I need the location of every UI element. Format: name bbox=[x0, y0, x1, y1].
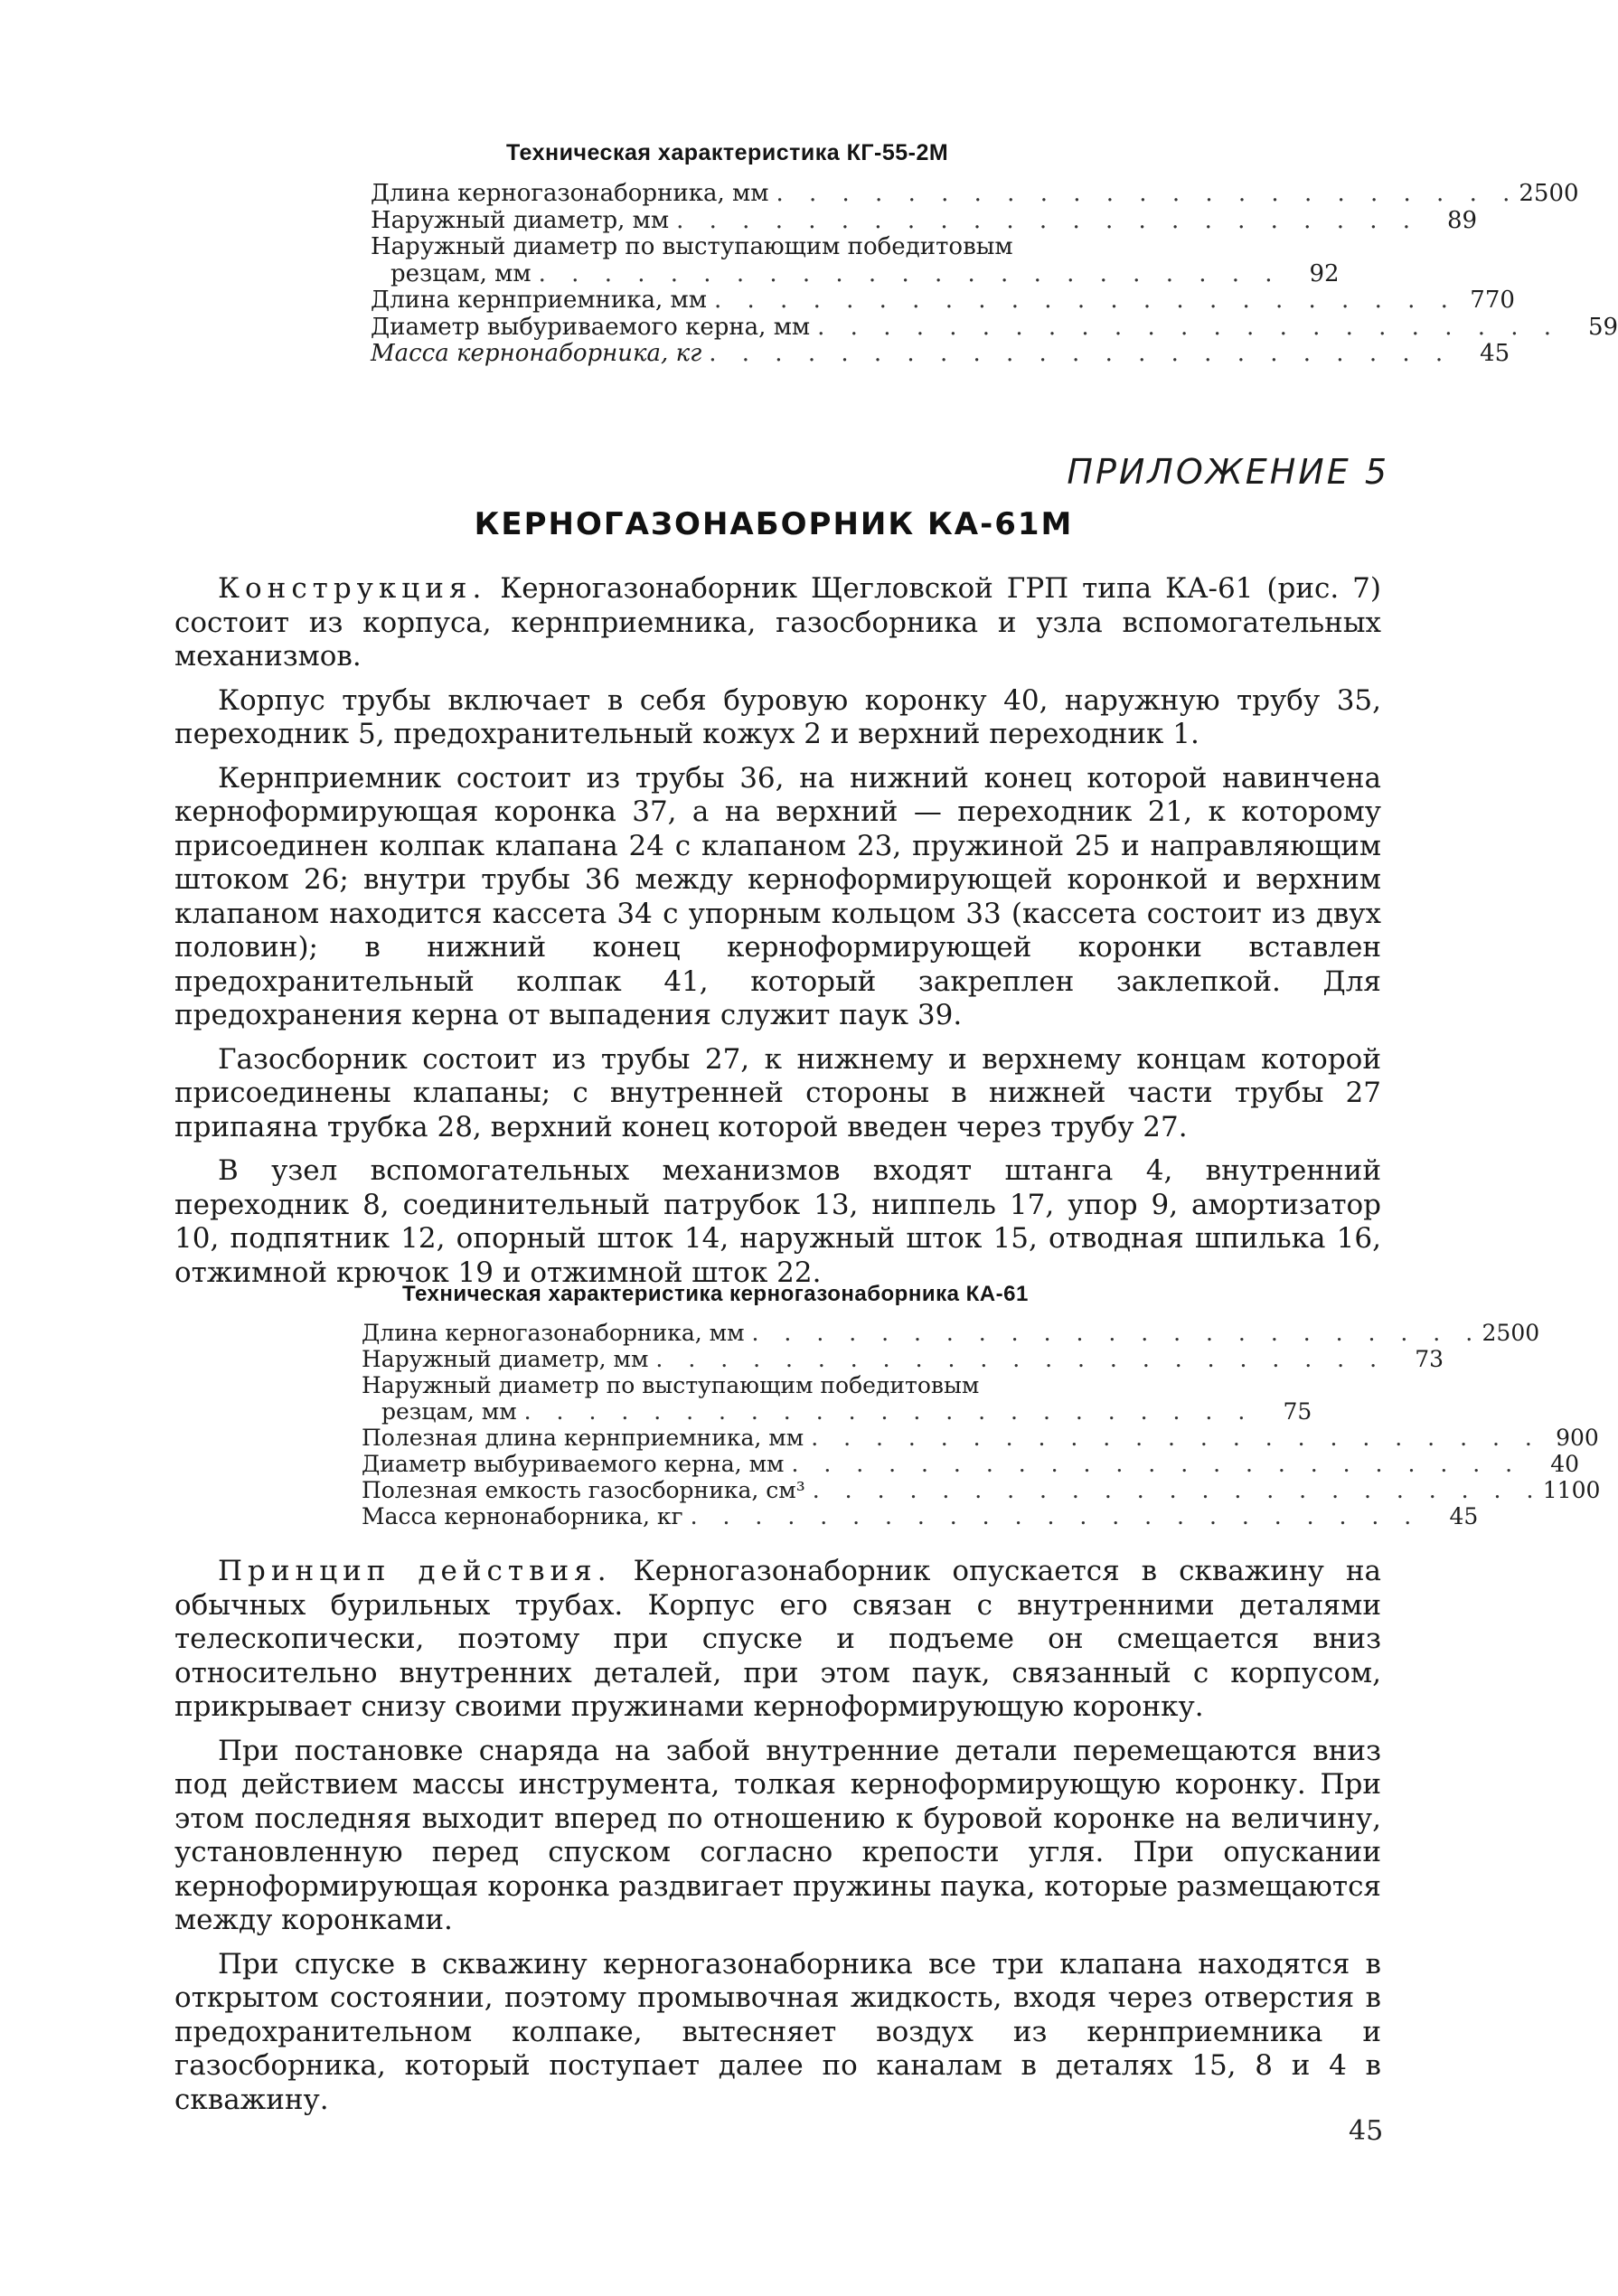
spec-value: 73 bbox=[1415, 1346, 1444, 1372]
appendix-label: ПРИЛОЖЕНИЕ 5 bbox=[1067, 452, 1389, 492]
spec-label: Длина кернприемника, мм bbox=[371, 287, 707, 314]
spec-row bbox=[371, 234, 1193, 261]
spec-value: 1100 bbox=[1542, 1477, 1601, 1503]
spec-row: Полезная длина кернприемника, мм . . . . . . . . . . . . . . . . . . . . . . . 900 bbox=[362, 1425, 1599, 1451]
spec-table-2-title: Техническая характеристика керногазонаборника КА-61 bbox=[402, 1282, 1029, 1306]
paragraph-lead: Конструкция. bbox=[218, 572, 487, 605]
spec-row: Длина керногазонаборника, мм . . . . . . . . . . . . . . . . . . . . . . . 2500 bbox=[371, 180, 1579, 207]
spec-label: резцам, мм bbox=[390, 259, 531, 287]
spec-label: Длина керногазонаборника, мм bbox=[362, 1320, 745, 1346]
paragraph: Конструкция. Керногазонаборник Щегловской ГРП типа КА-61 (рис. 7) состоит из корпуса, кернприемника, газосборника и узла вспомогательных механизмов. bbox=[174, 572, 1381, 673]
spec-label: Диаметр выбуриваемого керна, мм bbox=[362, 1451, 785, 1477]
spec-value: 45 bbox=[1480, 340, 1510, 367]
spec-table-2 bbox=[362, 1320, 1601, 1529]
paragraph: Газосборник состоит из трубы 27, к нижнему и верхнему концам которой присоединены клапаны; с внутренней стороны в нижней части трубы 27 припаяна трубка 28, верхний конец которой введен через трубу 27. bbox=[174, 1042, 1381, 1143]
spec-label: Наружный диаметр по выступающим победитовым bbox=[362, 1372, 980, 1398]
paragraph-lead: Принцип действия. bbox=[218, 1555, 612, 1587]
page-number: 45 bbox=[1349, 2115, 1384, 2147]
paragraph: В узел вспомогательных механизмов входят штанга 4, внутренний переходник 8, соединительный патрубок 13, ниппель 17, упор 9, амортизатор 10, подпятник 12, опорный шток 14, наружный шток 15, отводная шпилька 16, отжимной крючок 19 и отжимной шток 22. bbox=[174, 1154, 1381, 1289]
spec-table-1 bbox=[371, 180, 1618, 368]
spec-label: Наружный диаметр, мм bbox=[371, 206, 670, 234]
spec-label: Длина керногазонаборника, мм bbox=[371, 180, 769, 207]
spec-value: 59 bbox=[1587, 313, 1618, 341]
spec-row: Диаметр выбуриваемого керна, мм . . . . . . . . . . . . . . . . . . . . . . . 40 bbox=[362, 1451, 1580, 1477]
spec-table-1-title: Техническая характеристика КГ-55-2М bbox=[506, 140, 949, 165]
spec-value: 92 bbox=[1309, 259, 1340, 287]
paragraph: Принцип действия. Керногазонаборник опускается в скважину на обычных бурильных трубах. Корпус его связан с внутренними деталями телескопически, поэтому при спуске и подъеме он смещается вниз относительно внутренних деталей, при этом паук, связанный с корпусом, прикрывает снизу своими пружинами керноформирующую коронку. bbox=[174, 1555, 1381, 1723]
spec-value: 2500 bbox=[1519, 180, 1579, 207]
spec-row bbox=[362, 1372, 1195, 1398]
body-text-1 bbox=[174, 572, 1381, 1300]
spec-row: Наружный диаметр, мм . . . . . . . . . . . . . . . . . . . . . . . 89 bbox=[371, 206, 1478, 234]
paragraph: Корпус трубы включает в себя буровую коронку 40, наружную трубу 35, переходник 5, предохранительный кожух 2 и верхний переходник 1. bbox=[174, 683, 1381, 750]
spec-label: Масса кернонаборника, кг bbox=[371, 340, 702, 367]
spec-row: Наружный диаметр, мм . . . . . . . . . . . . . . . . . . . . . . . 73 bbox=[362, 1346, 1444, 1372]
spec-row: резцам, мм . . . . . . . . . . . . . . . . . . . . . . . 92 bbox=[390, 259, 1340, 287]
spec-label: Наружный диаметр по выступающим победитовым bbox=[371, 233, 1013, 260]
paragraph: При спуске в скважину керногазонаборника все три клапана находятся в открытом состоянии, поэтому промывочная жидкость, входя через отверстия в предохранительном колпаке, вытесняет воздух из кернприемника и газосборника, который поступает далее по каналам в деталях 15, 8 и 4 в скважину. bbox=[174, 1947, 1381, 2116]
spec-label: Диаметр выбуриваемого керна, мм bbox=[371, 313, 811, 341]
spec-label: резцам, мм bbox=[381, 1398, 517, 1425]
spec-value: 75 bbox=[1283, 1398, 1312, 1425]
spec-row: Длина керногазонаборника, мм . . . . . . . . . . . . . . . . . . . . . . . 2500 bbox=[362, 1320, 1540, 1346]
body-text-2 bbox=[174, 1555, 1381, 2127]
spec-label: Масса кернонаборника, кг bbox=[362, 1503, 683, 1529]
paragraph: Кернприемник состоит из трубы 36, на нижний конец которой навинчена керноформирующая коронка 37, а на верхний — переходник 21, к которому присоединен колпак клапана 24 с клапаном 23, пружиной 25 и направляющим штоком 26; внутри трубы 36 между керноформирующей коронкой и верхним клапаном находится кассета 34 с упорным кольцом 33 (кассета состоит из двух половин); в нижний конец керноформирующей коронки вставлен предохранительный колпак 41, который закреплен заклепкой. Для предохранения керна от выпадения служит паук 39. bbox=[174, 761, 1381, 1031]
spec-label: Полезная емкость газосборника, см³ bbox=[362, 1477, 805, 1503]
spec-value: 45 bbox=[1449, 1503, 1479, 1529]
spec-value: 770 bbox=[1470, 287, 1515, 314]
spec-value: 40 bbox=[1550, 1451, 1580, 1477]
spec-value: 900 bbox=[1556, 1425, 1599, 1451]
spec-row: Длина кернприемника, мм . . . . . . . . . . . . . . . . . . . . . . . 770 bbox=[371, 287, 1515, 314]
section-title: КЕРНОГАЗОНАБОРНИК КА-61М bbox=[474, 506, 1074, 542]
spec-row: Полезная емкость газосборника, см³ . . . . . . . . . . . . . . . . . . . . . . . 1100 bbox=[362, 1477, 1601, 1503]
spec-value: 89 bbox=[1446, 206, 1478, 234]
spec-label: Полезная длина кернприемника, мм bbox=[362, 1425, 804, 1451]
spec-row: Масса кернонаборника, кг . . . . . . . . . . . . . . . . . . . . . . . 45 bbox=[371, 340, 1510, 367]
spec-row: Диаметр выбуриваемого керна, мм . . . . . . . . . . . . . . . . . . . . . . . 59 bbox=[371, 313, 1618, 341]
paragraph: При постановке снаряда на забой внутренние детали перемещаются вниз под действием массы инструмента, толкая керноформирующую коронку. При этом последняя выходит вперед по отношению к буровой коронке на величину, установленную перед спуском согласно крепости угля. При опускании керноформирующая коронка раздвигает пружины паука, которые размещаются между коронками. bbox=[174, 1734, 1381, 1936]
spec-value: 2500 bbox=[1482, 1320, 1540, 1346]
spec-row: Масса кернонаборника, кг . . . . . . . . . . . . . . . . . . . . . . . 45 bbox=[362, 1503, 1479, 1529]
spec-row: резцам, мм . . . . . . . . . . . . . . . . . . . . . . . 75 bbox=[381, 1398, 1312, 1425]
spec-label: Наружный диаметр, мм bbox=[362, 1346, 649, 1372]
